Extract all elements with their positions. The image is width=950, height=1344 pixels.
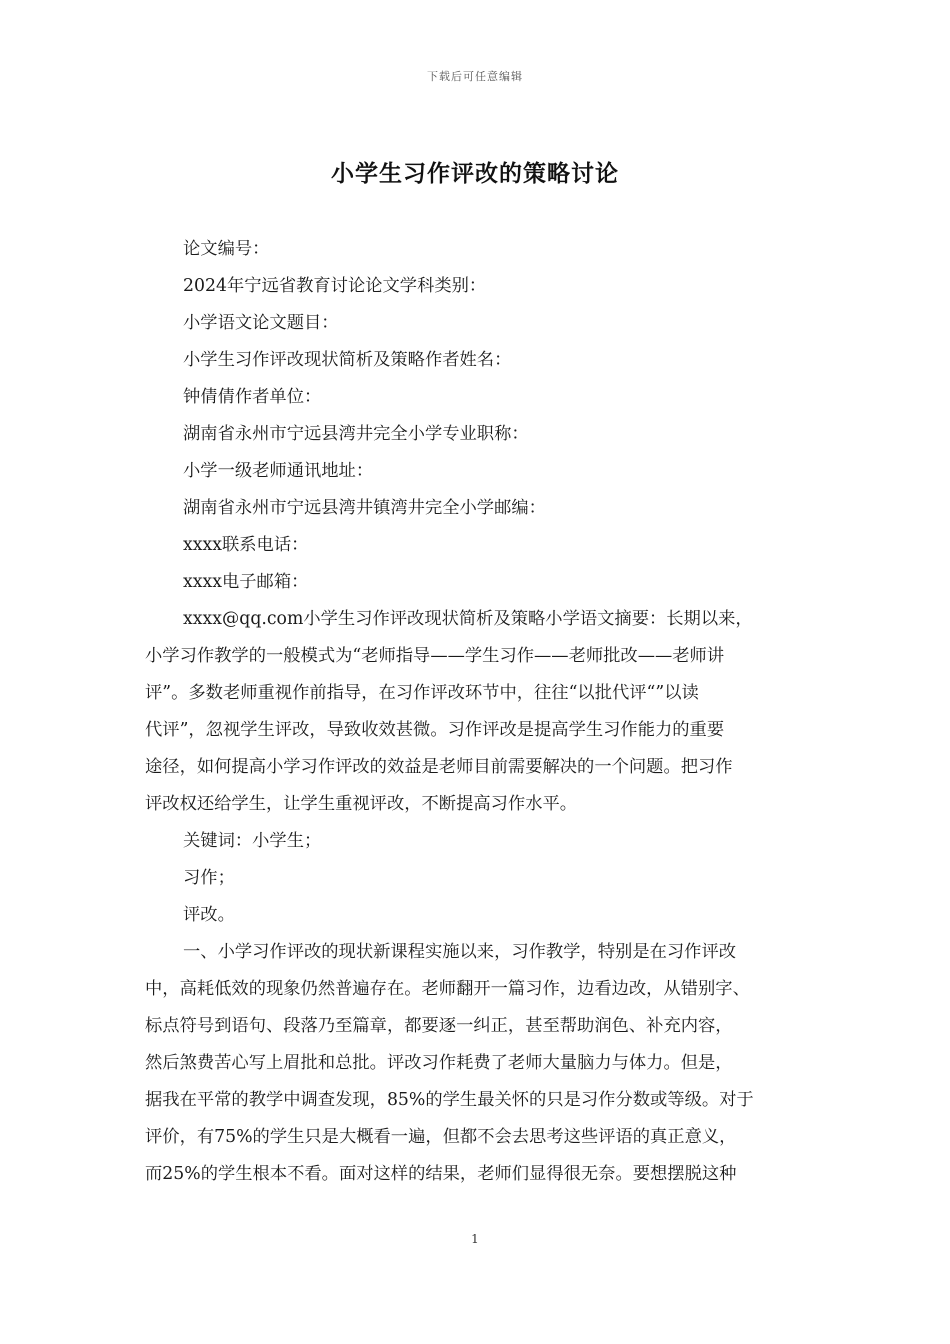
paragraph-line: 论文编号： (183, 239, 270, 259)
paragraph-line: 小学习作教学的一般模式为“老师指导——学生习作——老师批改——老师讲 (145, 646, 725, 666)
paragraph-line: 2024年宁远省教育讨论论文学科类别： (183, 276, 487, 296)
paragraph-line: 评改权还给学生，让学生重视评改，不断提高习作水平。 (145, 794, 578, 814)
paragraph-line: 小学语文论文题目： (183, 313, 339, 333)
paragraph-line: 途径，如何提高小学习作评改的效益是老师目前需要解决的一个问题。把习作 (145, 757, 733, 777)
paragraph-line: 小学生习作评改现状简析及策略作者姓名： (183, 350, 512, 370)
paragraph-line: xxxx电子邮箱： (183, 572, 309, 592)
paragraph-line: 中，高耗低效的现象仍然普遍存在。老师翻开一篇习作，边看边改，从错别字、 (145, 979, 750, 999)
paragraph-line: 据我在平常的教学中调查发现，85%的学生最关怀的只是习作分数或等级。对于 (145, 1090, 754, 1110)
paragraph-line: 小学一级老师通讯地址： (183, 461, 374, 481)
paragraph-line: 湖南省永州市宁远县湾井完全小学专业职称： (183, 424, 529, 444)
paragraph-line: 习作； (183, 868, 235, 888)
paragraph-line: 评”。多数老师重视作前指导，在习作评改环节中，往往“以批代评“”以读 (145, 683, 699, 703)
paragraph-line: 评改。 (183, 905, 235, 925)
paragraph-line: 代评”，忽视学生评改，导致收效甚微。习作评改是提高学生习作能力的重要 (145, 720, 725, 740)
paragraph-line: 钟倩倩作者单位： (183, 387, 322, 407)
paragraph-line: 一、小学习作评改的现状新课程实施以来，习作教学，特别是在习作评改 (183, 942, 737, 962)
document-title: 小学生习作评改的策略讨论 (331, 160, 619, 187)
paragraph-line: 湖南省永州市宁远县湾井镇湾井完全小学邮编： (183, 498, 546, 518)
paragraph-line: 而25%的学生根本不看。面对这样的结果，老师们显得很无奈。要想摆脱这种 (145, 1164, 737, 1184)
paragraph-line: 关键词：小学生； (183, 831, 322, 851)
page-number: 1 (471, 1232, 479, 1246)
paragraph-line: 标点符号到语句、段落乃至篇章，都要逐一纠正，甚至帮助润色、补充内容， (145, 1016, 733, 1036)
paragraph-line: xxxx@qq.com小学生习作评改现状简析及策略小学语文摘要：长期以来， (183, 609, 753, 629)
header-note: 下载后可任意编辑 (427, 70, 523, 83)
paragraph-line: 然后煞费苦心写上眉批和总批。评改习作耗费了老师大量脑力与体力。但是， (145, 1053, 733, 1073)
paragraph-line: xxxx联系电话： (183, 535, 309, 555)
document-body (145, 231, 805, 1193)
paragraph-line: 评价，有75%的学生只是大概看一遍，但都不会去思考这些评语的真正意义， (145, 1127, 737, 1147)
